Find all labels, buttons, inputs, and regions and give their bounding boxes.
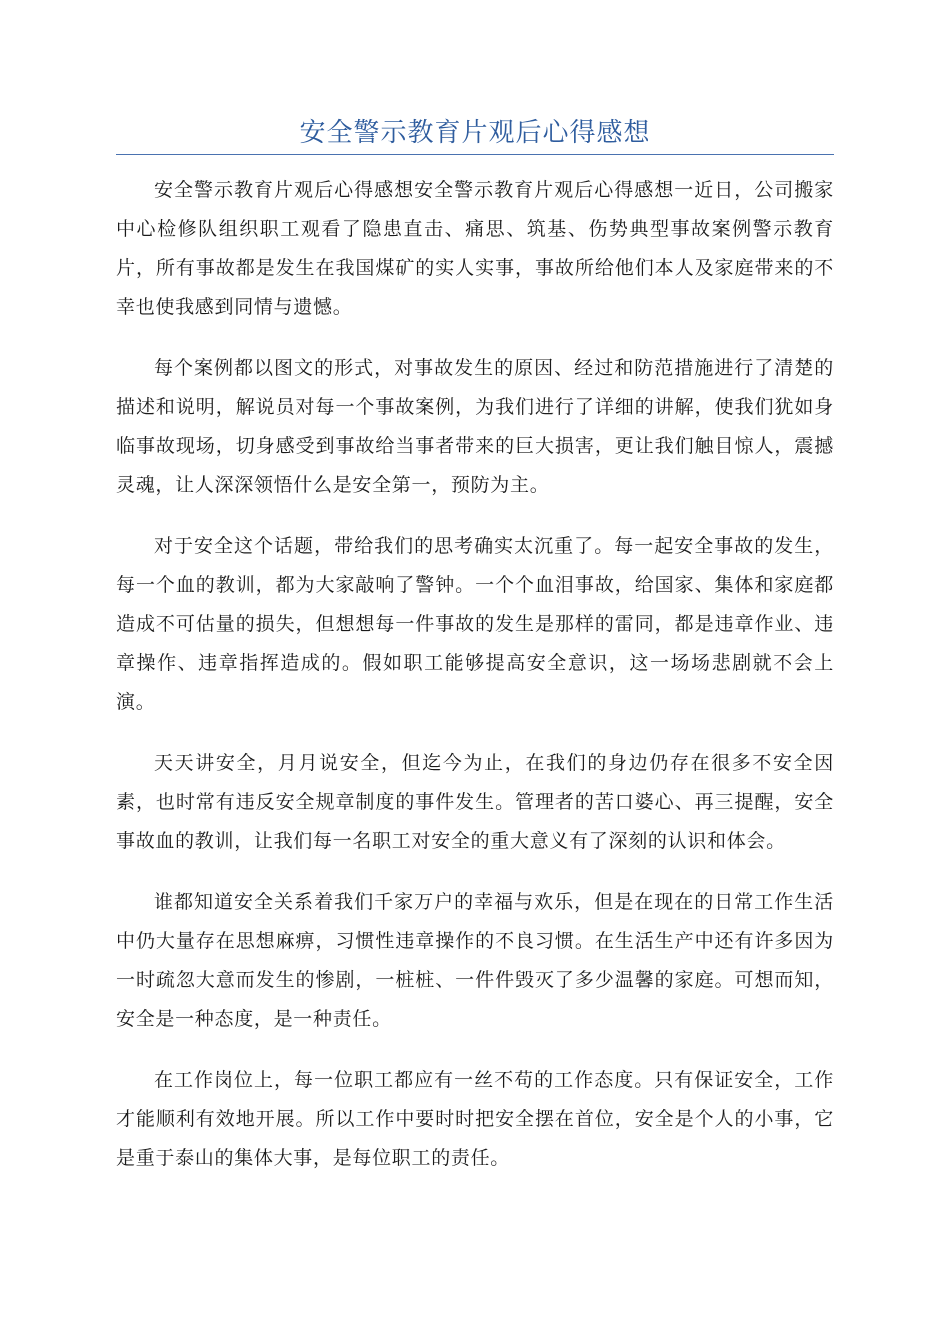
document-body [116, 171, 834, 1200]
paragraph-5: 谁都知道安全关系着我们千家万户的幸福与欢乐，但是在现在的日常工作生活中仍大量存在思想麻痹，习惯性违章操作的不良习惯。在生活生产中还有许多因为一时疏忽大意而发生的惨剧，一桩桩、一件件毁灭了多少温馨的家庭。可想而知，安全是一种态度，是一种责任。 [116, 891, 834, 1030]
paragraph-2: 每个案例都以图文的形式，对事故发生的原因、经过和防范措施进行了清楚的描述和说明，解说员对每一个事故案例，为我们进行了详细的讲解，使我们犹如身临事故现场，切身感受到事故给当事者带来的巨大损害，更让我们触目惊人，震撼灵魂，让人深深领悟什么是安全第一，预防为主。 [116, 357, 834, 496]
paragraph-1: 安全警示教育片观后心得感想安全警示教育片观后心得感想一近日，公司搬家中心检修队组织职工观看了隐患直击、痛思、筑基、伤势典型事故案例警示教育片，所有事故都是发生在我国煤矿的实人实事，事故所给他们本人及家庭带来的不幸也使我感到同情与遗憾。 [116, 179, 834, 318]
paragraph-6: 在工作岗位上，每一位职工都应有一丝不苟的工作态度。只有保证安全，工作才能顺利有效地开展。所以工作中要时时把安全摆在首位，安全是个人的小事，它是重于泰山的集体大事，是每位职工的责任。 [116, 1069, 834, 1169]
paragraph-3: 对于安全这个话题，带给我们的思考确实太沉重了。每一起安全事故的发生，每一个血的教训，都为大家敲响了警钟。一个个血泪事故，给国家、集体和家庭都造成不可估量的损失，但想想每一件事故的发生是那样的雷同，都是违章作业、违章操作、违章指挥造成的。假如职工能够提高安全意识，这一场场悲剧就不会上演。 [116, 535, 834, 713]
paragraph-4: 天天讲安全，月月说安全，但迄今为止，在我们的身边仍存在很多不安全因素，也时常有违反安全规章制度的事件发生。管理者的苦口婆心、再三提醒，安全事故血的教训，让我们每一名职工对安全的重大意义有了深刻的认识和体会。 [116, 752, 834, 852]
document-title: 安全警示教育片观后心得感想 [299, 118, 651, 148]
title-underline [116, 154, 834, 155]
